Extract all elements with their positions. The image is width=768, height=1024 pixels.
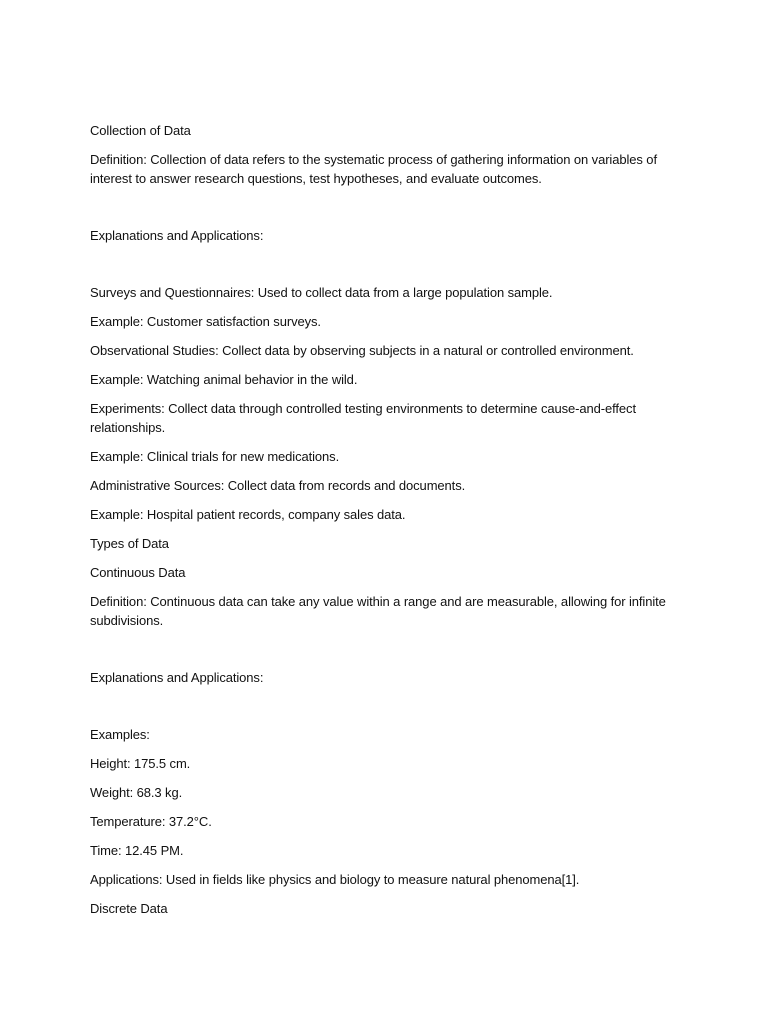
surveys-paragraph: Surveys and Questionnaires: Used to collect data from a large population sample. [90,285,553,300]
observational-paragraph: Observational Studies: Collect data by observing subjects in a natural or controlled environment. [90,343,634,358]
discrete-heading: Discrete Data [90,901,168,916]
document-title: Collection of Data [90,123,191,138]
example-weight: Weight: 68.3 kg. [90,785,183,800]
administrative-example: Example: Hospital patient records, company sales data. [90,507,406,522]
examples-heading: Examples: [90,727,150,742]
explanations-heading: Explanations and Applications: [90,228,264,243]
continuous-definition: Definition: Continuous data can take any value within a range and are measurable, allowing for infinite subdivisions. [90,594,666,628]
continuous-heading: Continuous Data [90,565,186,580]
definition-paragraph: Definition: Collection of data refers to the systematic process of gathering information on variables of interest to answer research questions, test hypotheses, and evaluate outcomes. [90,152,657,186]
experiments-paragraph: Experiments: Collect data through controlled testing environments to determine cause-and-effect relationships. [90,401,636,435]
example-time: Time: 12.45 PM. [90,843,184,858]
observational-example: Example: Watching animal behavior in the wild. [90,372,358,387]
types-heading: Types of Data [90,536,169,551]
example-temperature: Temperature: 37.2°C. [90,814,212,829]
surveys-example: Example: Customer satisfaction surveys. [90,314,321,329]
example-height: Height: 175.5 cm. [90,756,191,771]
document-body [90,121,680,928]
administrative-paragraph: Administrative Sources: Collect data from records and documents. [90,478,466,493]
experiments-example: Example: Clinical trials for new medications. [90,449,340,464]
explanations-heading-2: Explanations and Applications: [90,670,264,685]
applications-paragraph: Applications: Used in fields like physics and biology to measure natural phenomena[1]. [90,872,580,887]
